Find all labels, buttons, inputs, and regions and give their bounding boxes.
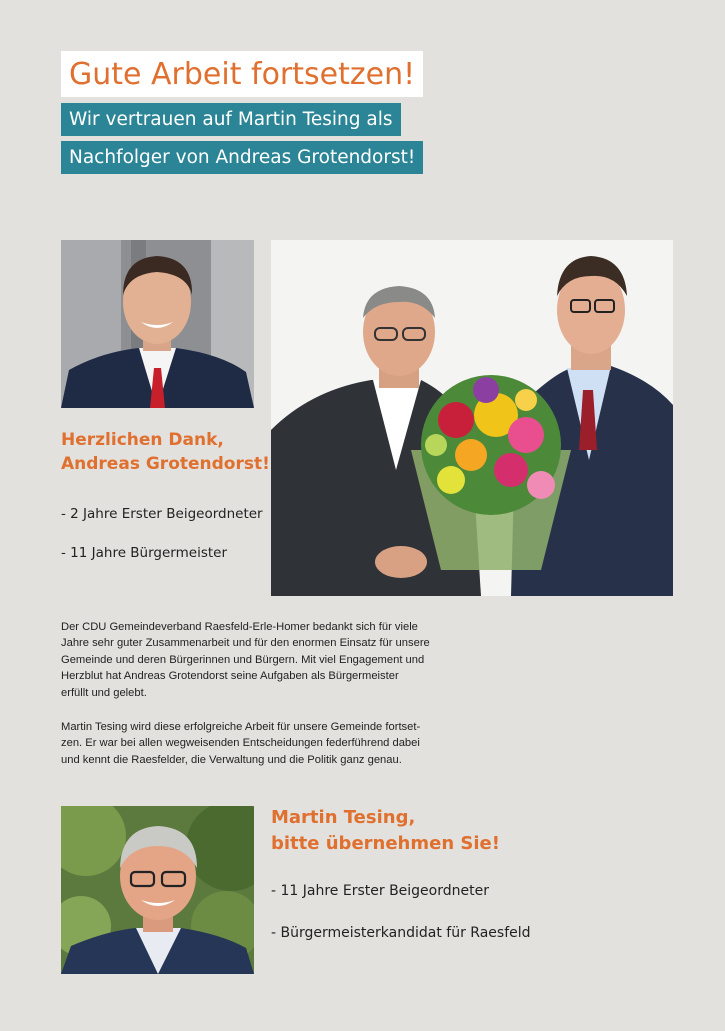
body-paragraph-1-line: Der CDU Gemeindeverband Raesfeld-Erle-Homer bedankt sich für viele	[61, 621, 418, 633]
thanks-heading-line-1: Herzlichen Dank,	[61, 430, 224, 450]
headline: Gute Arbeit fortsetzen!	[61, 51, 423, 97]
body-paragraph-1-line: Jahre sehr guter Zusammenarbeit und für den enormen Einsatz für unsere	[61, 637, 430, 650]
body-paragraph-1-line: Gemeinde und deren Bürgerinnen und Bürgern. Mit viel Engagement und	[61, 653, 425, 666]
subheadline-line-1: Wir vertrauen auf Martin Tesing als	[61, 103, 401, 136]
thanks-heading-line-2: Andreas Grotendorst!	[61, 454, 270, 474]
tesing-bullet-1: - 11 Jahre Erster Beigeordneter	[271, 883, 489, 899]
subheadline-line-2: Nachfolger von Andreas Grotendorst!	[61, 141, 423, 174]
thanks-bullet-1: - 2 Jahre Erster Beigeordneter	[61, 506, 263, 522]
body-paragraph-2-line: zen. Er war bei allen wegweisenden Entscheidungen federführend dabei	[61, 737, 420, 750]
body-paragraph-2-line: und kennt die Raesfelder, die Verwaltung und die Politik ganz genau.	[61, 753, 402, 766]
thanks-heading	[61, 428, 270, 476]
body-paragraph-2-line: Martin Tesing wird diese erfolgreiche Arbeit für unsere Gemeinde fortset-	[61, 721, 421, 733]
portrait-andreas-grotendorst	[61, 240, 254, 408]
thanks-bullet-2: - 11 Jahre Bürgermeister	[61, 545, 228, 561]
handover-photo	[271, 240, 673, 596]
body-paragraph-1	[61, 619, 471, 701]
tesing-bullet-2: - Bürgermeisterkandidat für Raesfeld	[271, 925, 531, 941]
tesing-heading	[271, 805, 500, 857]
body-paragraph-2	[61, 719, 471, 768]
body-paragraph-1-line: erfüllt und gelebt.	[61, 686, 147, 699]
portrait-martin-tesing	[61, 806, 254, 974]
tesing-heading-line-1: Martin Tesing,	[271, 807, 416, 828]
tesing-heading-line-2: bitte übernehmen Sie!	[271, 833, 500, 854]
body-paragraph-1-line: Herzblut hat Andreas Grotendorst seine Aufgaben als Bürgermeister	[61, 670, 399, 683]
